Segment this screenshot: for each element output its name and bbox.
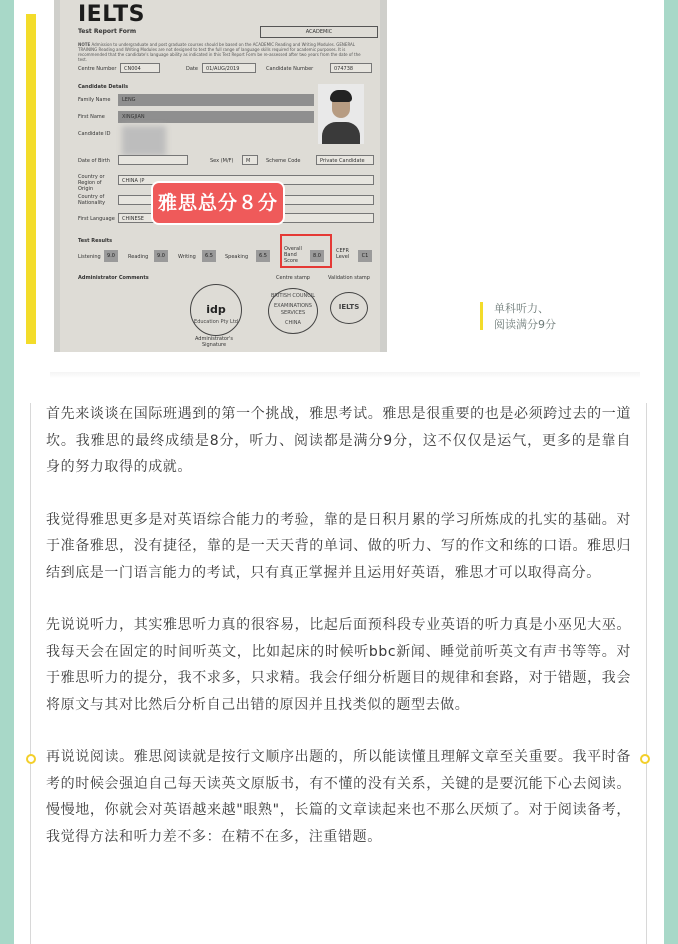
dob-field bbox=[118, 155, 188, 165]
sex-value: M bbox=[242, 155, 258, 165]
centre-stamp-label: Centre stamp bbox=[276, 275, 310, 281]
certificate-note bbox=[78, 42, 368, 62]
first-name-field bbox=[118, 111, 314, 123]
date-value: 01/AUG/2019 bbox=[202, 63, 256, 73]
first-language-value: CHINESE bbox=[118, 213, 374, 223]
overall-highlight-box bbox=[280, 234, 332, 268]
centre-number-label: Centre Number bbox=[78, 66, 117, 72]
exam-stamp-line-2: EXAMINATIONS bbox=[274, 303, 312, 309]
article-body bbox=[30, 403, 647, 944]
candidate-number-label: Candidate Number bbox=[266, 66, 314, 72]
ielts-logo: IELTS bbox=[78, 2, 145, 27]
caption-line-1: 单科听力、 bbox=[494, 302, 549, 315]
validation-logo: IELTS bbox=[338, 303, 360, 311]
form-title: Test Report Form bbox=[78, 28, 137, 35]
left-border-dot bbox=[26, 754, 36, 764]
exam-stamp-line-3: SERVICES bbox=[280, 310, 306, 316]
idp-ring-text: Education Pty Ltd bbox=[194, 319, 238, 325]
speaking-label: Speaking bbox=[225, 254, 249, 260]
certificate-sheet bbox=[60, 0, 380, 352]
overall-score: 8.0 bbox=[310, 250, 324, 262]
first-name-value: XINGJIAN bbox=[122, 114, 145, 120]
hero-section bbox=[14, 0, 664, 370]
family-name-value: LENG bbox=[122, 97, 136, 103]
country-origin-label: Country or Region of Origin bbox=[78, 174, 105, 192]
family-name-label: Family Name bbox=[78, 97, 111, 103]
paragraph-overview: 我觉得雅思更多是对英语综合能力的考验，靠的是日积月累的学习所炼成的扎实的基础。对于准备雅思，没有捷径，靠的是一天天背的单词、做的听力、写的作文和练的口语。雅思归结到底是一门语言能力的考试，只有真正掌握并且运用好英语，雅思才可以取得高分。 bbox=[46, 511, 631, 581]
validation-stamp-label: Validation stamp bbox=[328, 275, 370, 281]
paragraph-listening: 先说说听力，其实雅思听力真的很容易，比起后面预科段专业英语的听力真是小巫见大巫。我每天会在固定的时间听英文，比如起床的时候听bbc新闻、睡觉前听英文有声书等等。对于雅思听力的提分，我不求多，只求精。我会仔细分析题目的规律和套路，对于错题，我会将原文与其对比然后分析自己出错的原因并且找类似的题型去做。 bbox=[46, 617, 631, 713]
photo-caption bbox=[494, 301, 556, 333]
note-text: Admission to undergraduate and post graduate courses should be based on the ACADEMIC Reading and Writing Modules. GENERAL TRAINING Reading and Writing Modules are not designed to test the full range of language skills required for academic purposes. It is recommended that the candidate's language ability as indicated in this Test Report Form be re-assessed after two years from the date of the test. bbox=[78, 42, 361, 62]
redacted-id bbox=[122, 126, 166, 156]
reading-score: 9.0 bbox=[154, 250, 168, 262]
sex-label: Sex (M/F) bbox=[210, 158, 234, 164]
admin-signature-label: Administrator's Signature bbox=[194, 336, 234, 348]
exam-services-stamp bbox=[268, 288, 318, 334]
ielts-certificate-photo bbox=[54, 0, 387, 352]
validation-stamp bbox=[330, 292, 368, 324]
note-label: NOTE bbox=[78, 42, 91, 47]
test-results-label: Test Results bbox=[78, 238, 113, 244]
exam-stamp-line-1: BRITISH COUNCIL bbox=[270, 293, 315, 299]
writing-score: 6.5 bbox=[202, 250, 216, 262]
scheme-code-label: Scheme Code bbox=[266, 158, 301, 164]
reading-label: Reading bbox=[128, 254, 149, 260]
accent-bar bbox=[26, 14, 36, 344]
module-box: ACADEMIC bbox=[260, 26, 378, 38]
candidate-id-label: Candidate ID bbox=[78, 131, 111, 137]
country-origin-value: CHINA (P bbox=[118, 175, 374, 185]
candidate-details-label: Candidate Details bbox=[78, 84, 129, 90]
idp-stamp bbox=[190, 284, 242, 336]
listening-score: 9.0 bbox=[104, 250, 118, 262]
cefr-score: C1 bbox=[358, 250, 372, 262]
first-name-label: First Name bbox=[78, 114, 105, 120]
section-divider bbox=[50, 372, 640, 378]
paragraph-reading: 再说说阅读。雅思阅读就是按行文顺序出题的，所以能读懂且理解文章至关重要。我平时备考的时候会强迫自己每天读英文原版书，有不懂的没有关系，关键的是要沉能下心去阅读。慢慢地，你就会对英语越来越"眼熟"，长篇的文章读起来也不那么厌烦了。对于阅读备考，我觉得方法和听力差不多：在精不在多，注重错题。 bbox=[46, 749, 631, 845]
idp-logo-text: idp bbox=[206, 303, 226, 316]
dob-label: Date of Birth bbox=[78, 158, 110, 164]
article-page bbox=[14, 0, 664, 944]
caption-line-2: 阅读满分9分 bbox=[494, 318, 556, 331]
family-name-field bbox=[118, 94, 314, 106]
overall-label: Overall Band Score bbox=[284, 246, 302, 264]
candidate-number-value: 074738 bbox=[330, 63, 372, 73]
nationality-label: Country of Nationality bbox=[78, 194, 106, 206]
first-language-label: First Language bbox=[78, 216, 115, 222]
date-label: Date bbox=[186, 66, 198, 72]
candidate-portrait bbox=[318, 84, 364, 144]
right-border-dot bbox=[640, 754, 650, 764]
listening-label: Listening bbox=[78, 254, 101, 260]
admin-comments-label: Administrator Comments bbox=[78, 275, 149, 281]
speaking-score: 6.5 bbox=[256, 250, 270, 262]
caption-accent bbox=[480, 302, 483, 330]
cefr-label: CEFR Level bbox=[336, 248, 350, 260]
scheme-code-value: Private Candidate bbox=[316, 155, 374, 165]
total-score-tag: 雅思总分８分 bbox=[151, 181, 285, 225]
writing-label: Writing bbox=[178, 254, 196, 260]
centre-number-value: CN004 bbox=[120, 63, 160, 73]
exam-stamp-line-4: CHINA bbox=[285, 320, 301, 326]
paragraph-intro: 首先来谈谈在国际班遇到的第一个挑战，雅思考试。雅思是很重要的也是必须跨过去的一道坎。我雅思的最终成绩是8分，听力、阅读都是满分9分，这不仅仅是运气，更多的是靠自身的努力取得的成就。 bbox=[46, 406, 631, 475]
